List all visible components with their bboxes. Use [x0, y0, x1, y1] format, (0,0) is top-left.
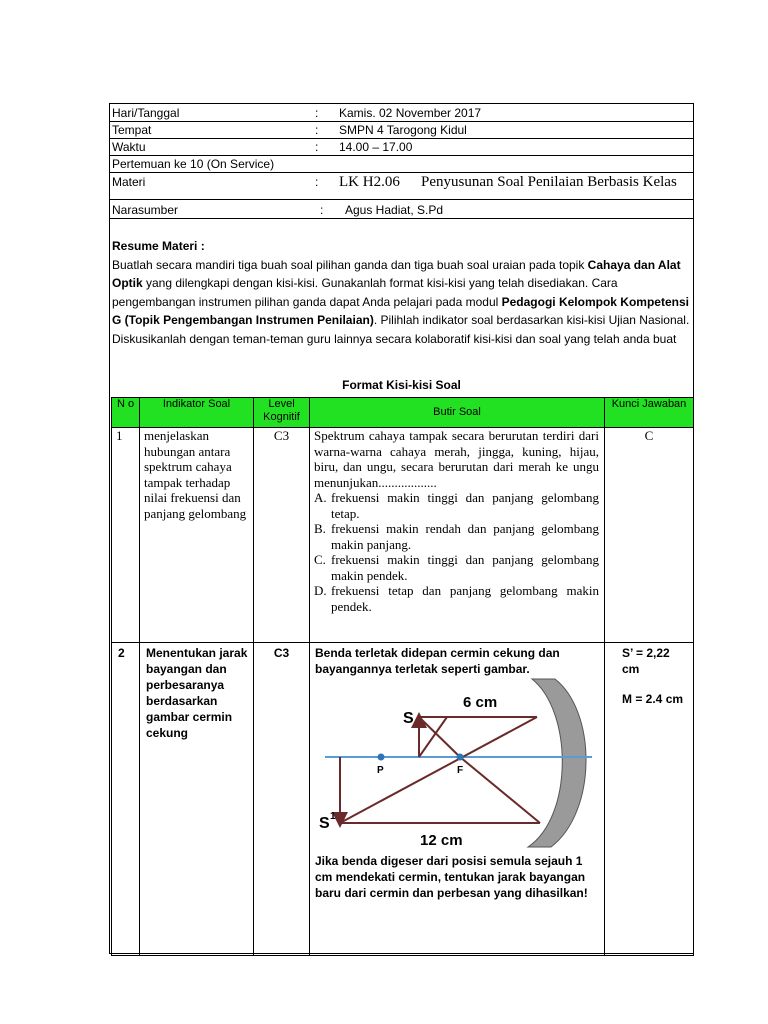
label-12cm: 12 cm — [420, 832, 463, 849]
row1-option-c — [314, 552, 599, 583]
date-colon: : — [315, 106, 319, 120]
material-label: Materi — [112, 175, 146, 189]
info-row-place — [110, 122, 693, 139]
point-f — [457, 754, 464, 761]
header-indikator: Indikator Soal — [140, 398, 254, 428]
row2-kunci-s: S’ = 2,22 cm — [622, 646, 670, 676]
resume-text-part2: yang dilengkapi dengan kisi-kisi. Gunakanlah format kisi-kisi yang telah disediakan. Cara pengembangan instrumen pilihan ganda dapat Anda pelajari pada modul — [112, 276, 618, 309]
row2-level: C3 — [254, 643, 310, 956]
material-code: LK H2.06 — [339, 174, 400, 190]
label-s: S — [403, 710, 414, 727]
row2-kunci-m: M = 2.4 cm — [622, 692, 684, 706]
option-d-letter: D. — [314, 583, 327, 598]
option-a-text: frekuensi makin tinggi dan panjang gelombang tetap. — [331, 490, 599, 521]
option-b-letter: B. — [314, 521, 326, 536]
option-a-letter: A. — [314, 490, 327, 505]
concave-mirror-figure — [315, 677, 600, 849]
place-colon: : — [315, 123, 319, 137]
row1-butir — [310, 428, 605, 643]
row2-question: Jika benda digeser dari posisi semula sejauh 1 cm mendekati cermin, tentukan jarak bayangan baru dari cermin dan perbesan yang dihasilkan! — [315, 854, 588, 900]
row2-kunci — [605, 643, 694, 956]
mirror-shape — [528, 679, 586, 847]
speaker-colon: : — [320, 203, 324, 217]
format-title: Format Kisi-kisi Soal — [342, 378, 461, 392]
row1-stem: Spektrum cahaya tampak secara berurutan terdiri dari warna-warna cahaya merah, jingga, kuning, hijau, biru, dan ungu, secara berurutan dari merah ke ungu menunjukan.................. — [314, 428, 599, 490]
place-value: SMPN 4 Tarogong Kidul — [339, 123, 467, 137]
resume-text — [112, 256, 692, 349]
label-f: F — [457, 765, 464, 776]
header-kunci: Kunci Jawaban — [605, 398, 694, 428]
material-colon: : — [315, 175, 319, 189]
row1-kunci: C — [605, 428, 694, 643]
date-value: Kamis. 02 November 2017 — [339, 106, 482, 120]
info-row-meeting — [110, 156, 693, 173]
row1-option-a — [314, 490, 599, 521]
row2-no: 2 — [112, 643, 140, 956]
time-label: Waktu — [112, 140, 146, 154]
ray-object-diag — [419, 717, 447, 757]
row1-level: C3 — [254, 428, 310, 643]
row1-option-d — [314, 583, 599, 614]
row2-butir — [310, 643, 605, 956]
point-p — [378, 754, 385, 761]
resume-text-bold2: Pedagogi Kelompok Kompetensi G (Topik Pengembangan Instrumen Penilaian) — [112, 294, 689, 327]
label-p: P — [377, 765, 384, 776]
table-row — [112, 643, 694, 956]
header-butir: Butir Soal — [310, 398, 605, 428]
info-row-speaker — [110, 200, 693, 219]
option-d-text: frekuensi tetap dan panjang gelombang makin pendek. — [331, 583, 599, 614]
resume-heading: Resume Materi : — [112, 239, 205, 253]
label-6cm: 6 cm — [463, 694, 498, 711]
ray-reflected-bottom — [460, 757, 540, 823]
speaker-value: Agus Hadiat, S.Pd — [345, 203, 444, 217]
row2-stem: Benda terletak didepan cermin cekung dan bayangannya terletak seperti gambar. — [315, 646, 560, 676]
ray-object-focus — [419, 717, 460, 757]
resume-text-bold1: Cahaya dan Alat Optik — [112, 257, 681, 290]
row1-option-b — [314, 521, 599, 552]
label-s1-sup: 1 — [330, 811, 336, 822]
material-value: Penyusunan Soal Penilaian Berbasis Kelas — [421, 174, 677, 190]
kisi-kisi-table — [111, 397, 694, 956]
info-row-material — [110, 173, 693, 200]
resume-text-part1: Buatlah secara mandiri tiga buah soal pilihan ganda dan tiga buah soal uraian pada topik — [112, 257, 588, 272]
label-s1: S — [319, 815, 330, 832]
ray-reflected-top — [340, 717, 537, 823]
date-label: Hari/Tanggal — [112, 106, 180, 120]
time-colon: : — [315, 140, 319, 154]
header-level: Level Kognitif — [254, 398, 310, 428]
table-row — [112, 428, 694, 643]
place-label: Tempat — [112, 123, 152, 137]
header-no: N o — [112, 398, 140, 428]
meeting-label: Pertemuan ke 10 (On Service) — [112, 157, 275, 171]
option-c-text: frekuensi makin tinggi dan panjang gelombang makin pendek. — [331, 552, 599, 583]
row1-indikator: menjelaskan hubungan antara spektrum cahaya tampak terhadap nilai frekuensi dan panjang gelombang — [140, 428, 254, 643]
info-row-date — [110, 104, 693, 122]
resume-text-part3: . Pilihlah indikator soal berdasarkan kisi-kisi Ujian Nasional. Diskusikanlah dengan teman-teman guru lainnya secara kolaboratif kisi-kisi dan soal yang telah anda buat — [112, 313, 690, 346]
time-value: 14.00 – 17.00 — [339, 140, 413, 154]
worksheet — [109, 103, 694, 954]
option-c-letter: C. — [314, 552, 326, 567]
info-row-time — [110, 139, 693, 156]
table-header-row — [112, 398, 694, 428]
option-b-text: frekuensi makin rendah dan panjang gelombang makin panjang. — [331, 521, 599, 552]
row2-indikator: Menentukan jarak bayangan dan perbesaranya berdasarkan gambar cermin cekung — [140, 643, 254, 956]
resume-section — [112, 237, 692, 348]
speaker-label: Narasumber — [112, 203, 179, 217]
row1-no: 1 — [112, 428, 140, 643]
